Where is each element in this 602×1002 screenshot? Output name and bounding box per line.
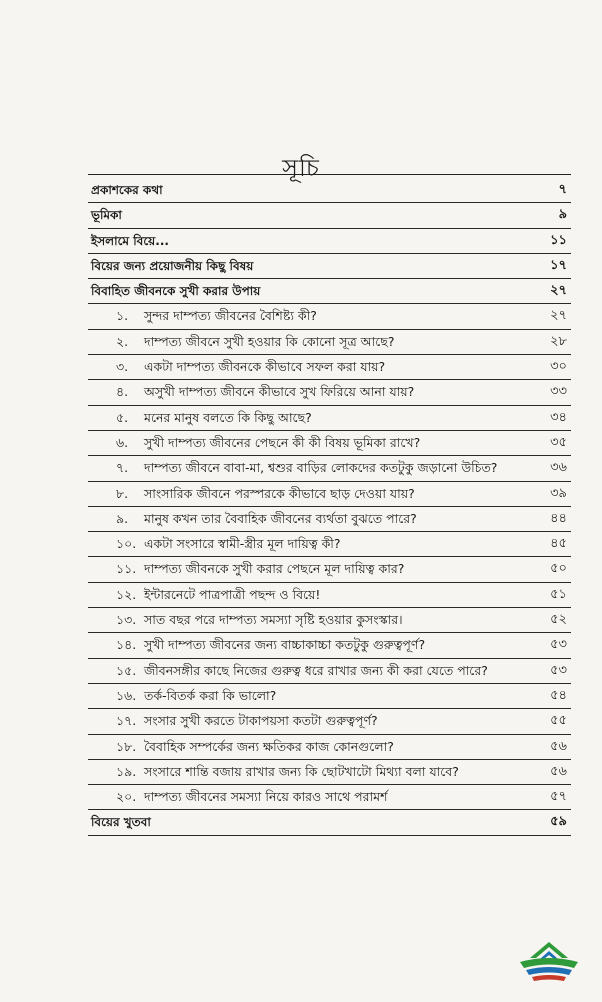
toc-page-number: ১৭: [550, 257, 567, 273]
toc-page-number: ১১: [550, 232, 567, 248]
publisher-logo-icon: [516, 938, 582, 984]
toc-section-row: [88, 330, 571, 355]
toc-section-number: ১৮.: [116, 738, 137, 754]
toc-chapter-title: ভূমিকা: [91, 208, 122, 223]
toc-section-title: সুখী দাম্পত্য জীবনের পেছনে কী কী বিষয় ভূমিকা রাখে?: [144, 434, 421, 450]
toc-section-row: [88, 456, 571, 481]
toc-section-number: ৪.: [116, 384, 129, 400]
toc-chapter-title: বিয়ের জন্য প্রয়োজনীয় কিছু বিষয়: [91, 258, 254, 273]
toc-section-title: দাম্পত্য জীবনকে সুখী করার পেছনে মূল দায়িত্ব কার?: [144, 561, 405, 577]
toc-section-title: একটা সংসারে স্বামী-স্ত্রীর মূল দায়িত্ব কী?: [144, 536, 341, 552]
toc-chapter-title: প্রকাশকের কথা: [91, 183, 163, 197]
toc-chapter-title: বিয়ের খুতবা: [91, 815, 151, 830]
toc-page-number: ৩৩: [550, 384, 567, 400]
toc-section-title: মনের মানুষ বলতে কি কিছু আছে?: [144, 409, 312, 425]
toc-section-row: [88, 406, 571, 431]
toc-section-title: সাত বছর পরে দাম্পত্য সমস্যা সৃষ্টি হওয়ার কুসংস্কার।: [144, 612, 403, 628]
toc-section-row: [88, 355, 571, 380]
toc-section-title: জীবনসঙ্গীর কাছে নিজের গুরুত্ব ধরে রাখার জন্য কী করা যেতে পারে?: [144, 662, 488, 678]
toc-section-number: ৯.: [116, 510, 129, 526]
toc-page-number: ৭: [558, 182, 567, 197]
toc-section-number: ১২.: [116, 586, 137, 602]
toc-page-number: ৫৪: [550, 687, 567, 703]
toc-page-number: ৫৩: [550, 662, 567, 678]
toc-page-number: ৫১: [550, 586, 567, 602]
toc-section-number: ৮.: [116, 485, 129, 501]
page-title: সূচি: [282, 154, 320, 182]
toc-section-title: সুন্দর দাম্পত্য জীবনের বৈশিষ্ট্য কী?: [144, 308, 317, 324]
toc-section-number: ১৫.: [116, 662, 137, 678]
toc-section-number: ১৯.: [116, 763, 137, 779]
toc-page-number: ৫০: [550, 561, 567, 577]
toc-page-number: ৫৭: [550, 789, 567, 805]
toc-section-number: ১০.: [116, 536, 137, 552]
toc-section-number: ২.: [116, 333, 129, 349]
toc-page-number: ২৮: [550, 333, 567, 349]
toc-section-row: [88, 431, 571, 456]
toc-section-row: [88, 380, 571, 405]
toc-section-number: ২০.: [116, 789, 137, 805]
toc-section-title: সাংসারিক জীবনে পরস্পরকে কীভাবে ছাড় দেওয়া যায়?: [144, 485, 415, 501]
toc-section-number: ১৩.: [116, 612, 137, 628]
toc-section-row: [88, 304, 571, 329]
toc-section-row: [88, 507, 571, 532]
toc-section-row: [88, 608, 571, 633]
toc-page-number: ৯: [558, 207, 567, 223]
toc-section-title: দাম্পত্য জীবনে বাবা-মা, শ্বশুর বাড়ির লোকদের কতটুকু জড়ানো উচিত?: [144, 460, 498, 476]
toc-section-number: ১১.: [116, 561, 137, 577]
toc-section-row: [88, 557, 571, 582]
toc-chapter-row: [88, 279, 571, 304]
toc-section-number: ৫.: [116, 409, 129, 425]
toc-chapter-row: [88, 229, 571, 254]
toc-section-row: [88, 760, 571, 785]
toc-section-title: তর্ক-বিতর্ক করা কি ভালো?: [144, 687, 277, 703]
toc-section-title: মানুষ কখন তার বৈবাহিক জীবনের ব্যর্থতা বুঝতে পারে?: [144, 510, 417, 526]
toc-section-title: সংসার সুখী করতে টাকাপয়সা কতটা গুরুত্বপূর্ণ?: [144, 713, 378, 729]
toc-section-title: দাম্পত্য জীবনে সুখী হওয়ার কি কোনো সূত্র আছে?: [144, 333, 395, 349]
toc-page-number: ৪৫: [550, 536, 567, 552]
toc-section-title: সুখী দাম্পত্য জীবনের জন্য বাচ্চাকাচ্চা কতটুকু গুরুত্বপূর্ণ?: [144, 637, 426, 653]
toc-chapter-row: [88, 178, 571, 203]
toc-page-number: ৩৫: [550, 434, 567, 450]
toc-section-row: [88, 735, 571, 760]
toc-chapter-title: ইসলামে বিয়ে...: [91, 233, 169, 248]
toc-section-row: [88, 583, 571, 608]
toc-page-number: ৩০: [550, 359, 567, 375]
toc-chapter-row: [88, 203, 571, 228]
toc-section-number: ৩.: [116, 359, 129, 375]
toc-page-number: ৫৬: [550, 763, 567, 779]
toc-page-number: ৩৪: [550, 409, 567, 425]
toc-section-title: একটা দাম্পত্য জীবনকে কীভাবে সফল করা যায়?: [144, 359, 386, 375]
toc-section-number: ১৬.: [116, 687, 137, 703]
toc-page-number: ৫৯: [550, 814, 567, 830]
toc-section-title: ইন্টারনেটে পাত্রপাত্রী পছন্দ ও বিয়ে!: [144, 586, 321, 602]
toc-section-number: ৬.: [116, 434, 129, 450]
toc-chapter-row: [88, 254, 571, 279]
toc-section-title: দাম্পত্য জীবনের সমস্যা নিয়ে কারও সাথে পরামর্শ: [144, 789, 388, 805]
toc-page-number: ২৭: [550, 308, 567, 324]
toc-page-number: ২৭: [550, 283, 567, 299]
toc-section-row: [88, 709, 571, 734]
toc-section-title: বৈবাহিক সম্পর্কের জন্য ক্ষতিকর কাজ কোনগুলো?: [144, 738, 394, 754]
toc-page-number: ৪৪: [550, 510, 567, 526]
toc-section-row: [88, 684, 571, 709]
toc-section-row: [88, 532, 571, 557]
toc-section-row: [88, 785, 571, 810]
toc-section-row: [88, 482, 571, 507]
toc-chapter-title: বিবাহিত জীবনকে সুখী করার উপায়: [91, 284, 261, 299]
toc-page-number: ৫২: [550, 612, 567, 628]
toc-section-number: ১৪.: [116, 637, 137, 653]
toc-page-number: ৩৬: [550, 460, 567, 476]
toc-page-number: ৩৯: [550, 485, 567, 501]
toc-page-number: ৫৬: [550, 738, 567, 754]
toc-page-number: ৫৩: [550, 637, 567, 653]
title-rule: [88, 174, 571, 175]
toc-section-row: [88, 659, 571, 684]
toc-chapter-row: [88, 810, 571, 835]
toc-section-title: অসুখী দাম্পত্য জীবনে কীভাবে সুখ ফিরিয়ে আনা যায়?: [144, 384, 415, 400]
toc-section-number: ৭.: [116, 460, 129, 476]
toc-section-number: ১.: [116, 308, 129, 324]
toc-section-row: [88, 633, 571, 658]
toc-section-number: ১৭.: [116, 713, 137, 729]
toc-section-title: সংসারে শান্তি বজায় রাখার জন্য কি ছোটখাটো মিথ্যা বলা যাবে?: [144, 763, 459, 779]
table-of-contents: [88, 178, 571, 836]
toc-page-number: ৫৫: [550, 713, 567, 729]
